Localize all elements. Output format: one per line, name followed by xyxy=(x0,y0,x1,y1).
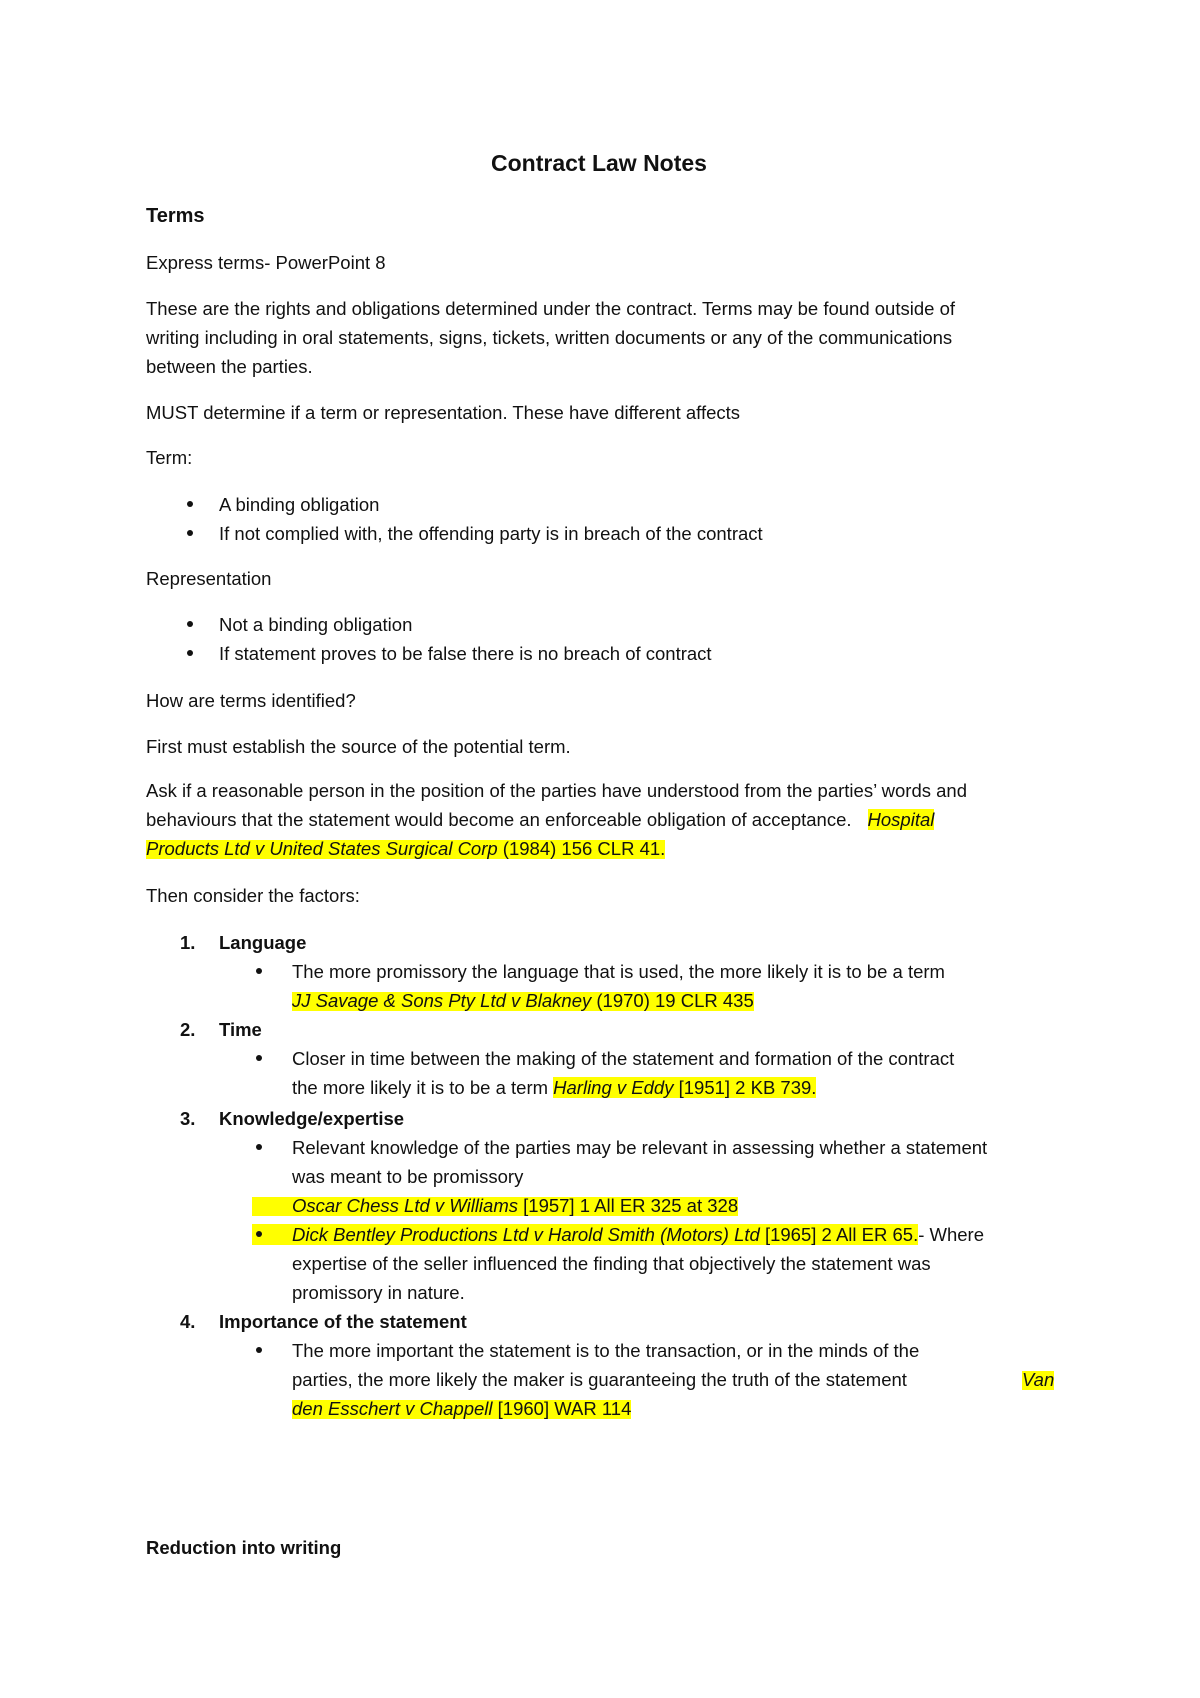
list-item-continued: was meant to be promissory xyxy=(292,1166,524,1187)
list-item: If not complied with, the offending party is in breach of the contract xyxy=(219,523,763,544)
case-citation xyxy=(292,1400,631,1419)
list-item: Relevant knowledge of the parties may be relevant in assessing whether a statement xyxy=(292,1137,988,1158)
citation: (1984) 156 CLR 41. xyxy=(497,838,666,859)
bullet-icon xyxy=(187,650,193,656)
first-establish-line: First must establish the source of the potential term. xyxy=(146,736,571,757)
case-name: Harling v Eddy xyxy=(553,1077,674,1098)
ask-line-text: behaviours that the statement would become an enforceable obligation of acceptance. xyxy=(146,809,852,830)
bullet-icon xyxy=(256,1055,262,1061)
citation: [1960] WAR 114 xyxy=(492,1398,632,1419)
factor-title: Language xyxy=(219,932,307,953)
ask-line xyxy=(146,811,934,830)
factor-number: 1. xyxy=(180,932,196,953)
bullet-icon xyxy=(256,1347,262,1353)
bullet-icon xyxy=(187,621,193,627)
factor-title: Time xyxy=(219,1019,262,1040)
factor-number: 3. xyxy=(180,1108,196,1129)
case-name: Oscar Chess Ltd v Williams xyxy=(292,1195,518,1216)
citation: [1957] 1 All ER 325 at 328 xyxy=(518,1195,739,1216)
factor-title: Importance of the statement xyxy=(219,1311,467,1332)
case-citation xyxy=(292,992,754,1011)
case-citation xyxy=(252,1197,738,1216)
list-item: The more important the statement is to the transaction, or in the minds of the xyxy=(292,1340,920,1361)
case-citation xyxy=(252,1224,918,1245)
list-item: Not a binding obligation xyxy=(219,614,413,635)
heading-terms: Terms xyxy=(146,205,205,227)
then-consider-line: Then consider the factors: xyxy=(146,885,360,906)
list-item: If statement proves to be false there is no breach of contract xyxy=(219,643,712,664)
factor-title: Knowledge/expertise xyxy=(219,1108,405,1129)
bullet-icon xyxy=(187,530,193,536)
factor-number: 2. xyxy=(180,1019,196,1040)
list-item-continued: parties, the more likely the maker is guaranteeing the truth of the statement xyxy=(292,1369,907,1390)
paragraph-line: between the parties. xyxy=(146,356,313,377)
heading-reduction-into-writing: Reduction into writing xyxy=(146,1537,342,1558)
case-name: Van xyxy=(1022,1369,1055,1390)
representation-label: Representation xyxy=(146,568,272,589)
ask-line: Ask if a reasonable person in the position of the parties have understood from the parties’ words and xyxy=(146,780,967,801)
term-label: Term: xyxy=(146,447,193,468)
case-citation xyxy=(553,1077,816,1098)
case-name: Hospital xyxy=(867,809,935,830)
citation: [1951] 2 KB 739. xyxy=(673,1077,817,1098)
paragraph-line: These are the rights and obligations determined under the contract. Terms may be found outside of xyxy=(146,298,955,319)
case-name: Dick Bentley Productions Ltd v Harold Smith (Motors) Ltd xyxy=(292,1224,760,1245)
case-name: JJ Savage & Sons Pty Ltd v Blakney xyxy=(292,990,592,1011)
list-item-text: - Where xyxy=(918,1224,985,1245)
citation: (1970) 19 CLR 435 xyxy=(591,990,754,1011)
case-name: Products Ltd v United States Surgical Corp xyxy=(146,838,498,859)
how-identified-line: How are terms identified? xyxy=(146,690,356,711)
list-item-continued: expertise of the seller influenced the finding that objectively the statement was xyxy=(292,1253,931,1274)
must-determine-line: MUST determine if a term or representation. These have different affects xyxy=(146,402,741,423)
list-item-text: the more likely it is to be a term xyxy=(292,1077,554,1098)
bullet-icon xyxy=(256,1144,262,1150)
paragraph-line: writing including in oral statements, signs, tickets, written documents or any of the communications xyxy=(146,327,953,348)
list-item: Closer in time between the making of the statement and formation of the contract xyxy=(292,1048,955,1069)
list-item-continued: promissory in nature. xyxy=(292,1282,465,1303)
bullet-icon xyxy=(256,968,262,974)
list-item: A binding obligation xyxy=(219,494,380,515)
case-name: den Esschert v Chappell xyxy=(292,1398,493,1419)
list-item: The more promissory the language that is used, the more likely it is to be a term xyxy=(292,961,945,982)
case-citation xyxy=(146,840,665,859)
list-item xyxy=(252,1226,984,1245)
bullet-icon xyxy=(256,1231,262,1237)
factor-number: 4. xyxy=(180,1311,196,1332)
bullet-icon xyxy=(187,501,193,507)
list-item-continued xyxy=(292,1079,816,1098)
express-terms-line: Express terms- PowerPoint 8 xyxy=(146,252,386,273)
citation: [1965] 2 All ER 65. xyxy=(759,1224,919,1245)
document-title: Contract Law Notes xyxy=(491,150,707,176)
